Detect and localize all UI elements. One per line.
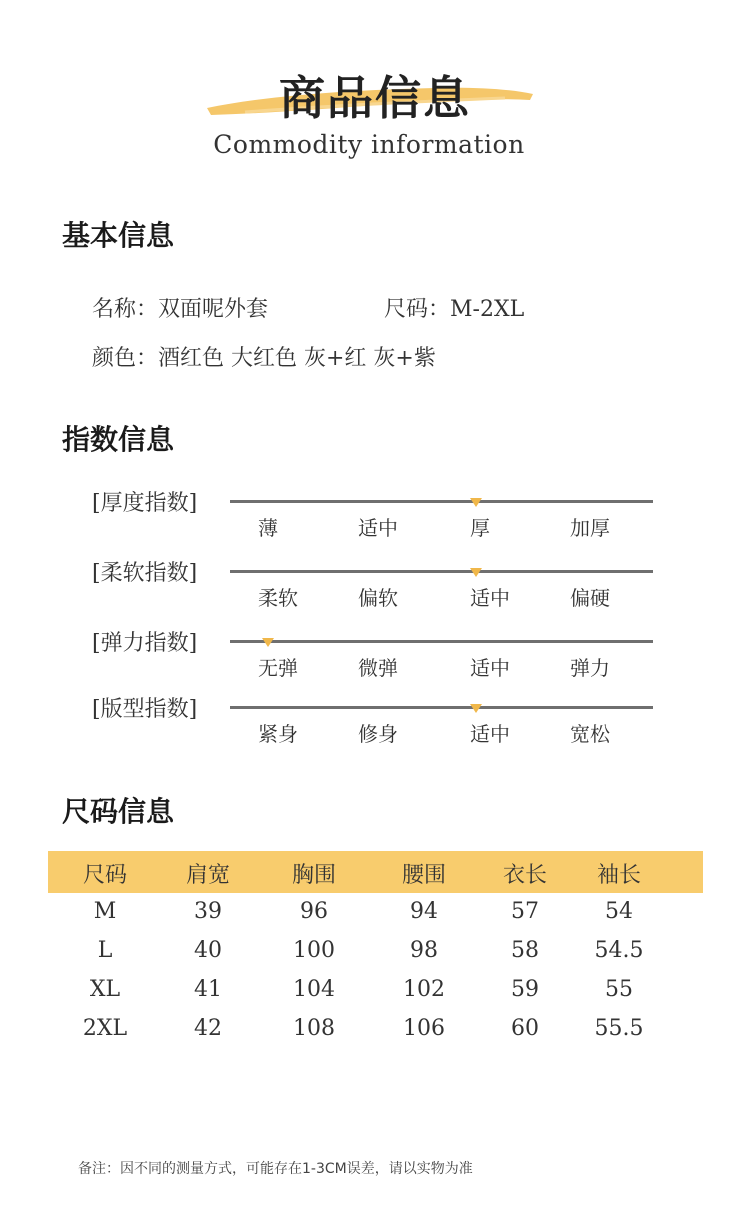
name-label: 名称： (92, 297, 159, 322)
size-table-cell: 39 (194, 899, 222, 924)
index-option: 无弹 (258, 656, 298, 680)
size-table-cell: L (97, 938, 113, 963)
size-table-column-header: 腰围 (401, 863, 447, 888)
size-table-cell: 100 (293, 938, 335, 963)
size-table-cell: 58 (511, 938, 539, 963)
size-table-cell: 55 (605, 977, 633, 1002)
index-info-heading: 指数信息 (62, 423, 175, 456)
index-option: 紧身 (258, 722, 298, 746)
index-option: 修身 (358, 722, 398, 746)
size-table-cell: M (93, 899, 117, 924)
index-label: [版型指数] (92, 697, 198, 722)
index-label: [厚度指数] (92, 491, 198, 516)
size-table-column-header: 袖长 (596, 863, 642, 888)
size-label: 尺码： (384, 297, 451, 322)
size-table-column-header: 尺码 (82, 863, 128, 888)
index-option: 偏硬 (570, 586, 610, 610)
index-scale-bar (230, 640, 653, 643)
size-table-cell: 57 (511, 899, 539, 924)
size-table-cell: 94 (410, 899, 438, 924)
name-value: 双面呢外套 (158, 297, 269, 322)
size-table-cell: 55.5 (594, 1016, 644, 1041)
size-table-cell: 60 (511, 1016, 539, 1041)
index-label: [柔软指数] (92, 561, 198, 586)
page-subtitle: Commodity information (213, 130, 525, 159)
size-table-cell: 42 (194, 1016, 222, 1041)
product-colors (92, 341, 436, 372)
index-option: 弹力 (570, 656, 610, 680)
color-value: 酒红色 大红色 灰+红 灰+紫 (158, 346, 436, 371)
size-table-cell: 40 (194, 938, 222, 963)
size-table-cell: 54.5 (594, 938, 644, 963)
index-scale-bar (230, 570, 653, 573)
size-info-heading: 尺码信息 (62, 795, 175, 828)
color-label: 颜色： (92, 346, 159, 371)
index-option: 适中 (470, 722, 510, 746)
index-option: 微弹 (358, 656, 398, 680)
index-label: [弹力指数] (92, 631, 198, 656)
page-title: 商品信息 (279, 71, 471, 125)
size-table-column-header: 肩宽 (185, 863, 231, 888)
size-table-cell: 2XL (82, 1016, 128, 1041)
index-option: 宽松 (570, 722, 610, 746)
index-option: 薄 (258, 516, 278, 540)
index-scale-bar (230, 706, 653, 709)
size-table-cell: 98 (410, 938, 438, 963)
product-size-range (384, 292, 524, 323)
size-table-cell: 96 (300, 899, 328, 924)
index-option: 柔软 (258, 586, 298, 610)
size-table-cell: 106 (403, 1016, 445, 1041)
index-option: 适中 (470, 586, 510, 610)
size-value: M-2XL (450, 297, 525, 322)
index-option: 厚 (470, 516, 490, 540)
index-level-marker (470, 498, 482, 507)
size-table-column-header: 胸围 (291, 863, 337, 888)
basic-info-heading: 基本信息 (62, 219, 175, 252)
measurement-note: 备注：因不同的测量方式，可能存在1-3CM误差，请以实物为准 (78, 1161, 473, 1177)
index-option: 偏软 (358, 586, 398, 610)
size-table-cell: XL (89, 977, 121, 1002)
size-table-column-header: 衣长 (502, 863, 548, 888)
size-table-cell: 104 (293, 977, 335, 1002)
size-table-cell: 59 (511, 977, 539, 1002)
size-table-cell: 41 (194, 977, 222, 1002)
size-table-cell: 54 (605, 899, 633, 924)
size-table-cell: 102 (403, 977, 445, 1002)
index-option: 加厚 (570, 516, 610, 540)
product-name (92, 292, 268, 323)
size-table-cell: 108 (293, 1016, 335, 1041)
index-level-marker (262, 638, 274, 647)
index-level-marker (470, 568, 482, 577)
index-level-marker (470, 704, 482, 713)
index-option: 适中 (358, 516, 398, 540)
index-option: 适中 (470, 656, 510, 680)
index-scale-bar (230, 500, 653, 503)
